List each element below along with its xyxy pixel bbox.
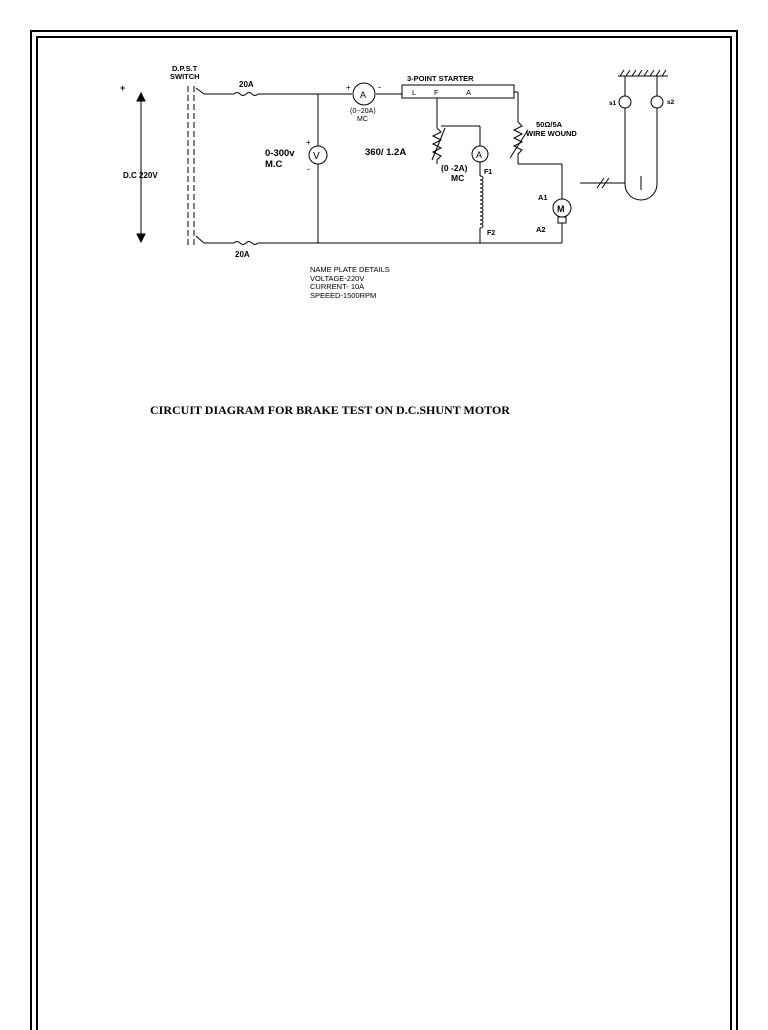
ammeter-main-minus: -: [378, 82, 381, 92]
switch-label-1: D.P.S.T: [172, 64, 198, 73]
ammeter-main-plus: +: [346, 83, 351, 92]
three-point-starter: [402, 85, 514, 98]
starter-terminal-A: A: [466, 88, 472, 97]
field-terminal-F1: F1: [484, 169, 493, 176]
voltmeter-range: 0-300v: [265, 148, 295, 159]
motor-brush: [558, 217, 566, 223]
armature-terminal-A2: A2: [536, 225, 546, 234]
spring-balance-s2-label: s2: [667, 99, 675, 106]
armature-rheostat-label-1: 50Ω/5A: [536, 120, 563, 129]
fuse-bottom-label: 20A: [235, 250, 250, 259]
fuse-top-label: 20A: [239, 80, 254, 89]
supply-arrow-head-top: [137, 93, 145, 101]
starter-terminal-L: L: [412, 88, 417, 97]
fuse-bottom: [234, 242, 258, 245]
ammeter-field-symbol: A: [476, 150, 483, 160]
nameplate-speed: SPEEED-1500RPM: [310, 290, 377, 300]
ammeter-field-type: MC: [451, 173, 465, 183]
motor-symbol: M: [557, 204, 565, 214]
supply-arrow-head-bottom: [137, 234, 145, 242]
starter-label: 3-POINT STARTER: [407, 74, 474, 83]
spring-balance-s1-label: s1: [609, 100, 617, 107]
nameplate-title: NAME PLATE DETAILS: [310, 265, 390, 274]
voltmeter-minus: -: [307, 164, 310, 174]
ammeter-main-symbol: A: [360, 90, 367, 100]
armature-terminal-A1: A1: [538, 193, 548, 202]
ammeter-main-type: MC: [357, 116, 368, 123]
armature-rheostat-label-2: WIRE WOUND: [526, 129, 577, 138]
nameplate-current: CURRENT- 10A: [310, 282, 365, 291]
dpst-switch-blade-top: [196, 88, 204, 94]
ammeter-field-range: (0 -2A): [441, 163, 468, 173]
voltmeter-plus: +: [306, 138, 311, 147]
nameplate-details: [310, 266, 390, 300]
spring-balance-s2: [651, 96, 663, 108]
switch-label-2: SWITCH: [170, 72, 200, 81]
field-terminal-F2: F2: [487, 230, 496, 237]
voltmeter-symbol: V: [313, 151, 320, 162]
fuse-top: [234, 93, 258, 96]
nameplate-voltage: VOLTAGE-220V: [310, 273, 365, 283]
ammeter-main-range: (0--20A): [350, 108, 376, 115]
diagram-caption: CIRCUIT DIAGRAM FOR BRAKE TEST ON D.C.SHUNT MOTOR: [150, 403, 510, 417]
field-rheostat: [433, 128, 441, 164]
shunt-field-winding: [480, 176, 483, 228]
starter-terminal-F: F: [434, 88, 439, 97]
supply-label: D.C 220V: [123, 171, 158, 180]
field-rheostat-label: 360/ 1.2A: [365, 147, 407, 158]
spring-balance-s1: [619, 96, 631, 108]
voltmeter-type: M.C: [265, 159, 283, 170]
dpst-switch-blade-bottom: [196, 236, 204, 243]
supply-positive: +: [120, 83, 126, 93]
armature-rheostat: [514, 122, 522, 164]
